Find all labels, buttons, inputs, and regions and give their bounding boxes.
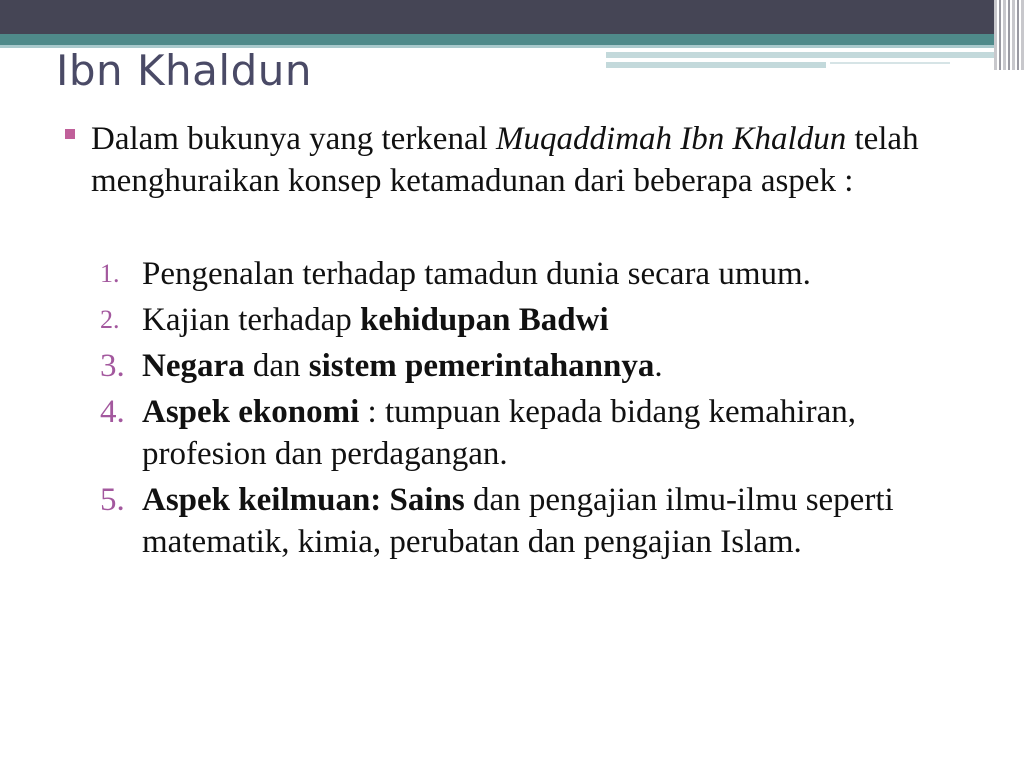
item-text: dan pengajian ilmu-ilmu seperti matematik, kimia, perubatan dan pengajian Islam. [142,482,894,560]
intro-text-before: Dalam bukunya yang terkenal [91,121,497,157]
list-item [100,391,980,475]
list-item [100,479,980,563]
item-bold-text: kehidupan Badwi [360,302,609,338]
slide-title: Ibn Khaldun [56,46,312,95]
corner-stripes [994,0,1024,70]
header-accent-band [0,34,1000,45]
list-item [100,299,980,341]
list-item [100,253,980,295]
item-number: 1. [100,259,120,288]
decor-line-1 [606,52,1000,58]
item-bold-text-2: sistem pemerintahannya [308,348,655,384]
item-bold-text: Negara [142,348,245,384]
intro-text-after: telah menghuraikan konsep ketamadunan dari beberapa aspek : [91,121,919,199]
item-number: 5. [100,482,125,518]
intro-paragraph [91,118,971,202]
item-number: 3. [100,348,125,384]
item-bold-text: Aspek keilmuan: Sains [142,482,465,518]
item-number: 4. [100,394,125,430]
aspect-list [100,253,980,567]
item-text-end: . [654,348,663,384]
decor-line-3 [830,62,950,64]
decor-line-2 [606,62,826,68]
square-bullet-icon [65,129,75,139]
book-title: Muqaddimah Ibn Khaldun [496,121,847,157]
item-text: : tumpuan kepada bidang kemahiran, profesion dan perdagangan. [142,394,856,472]
header-bar [0,0,1024,34]
item-bold-text: Aspek ekonomi [142,394,360,430]
item-text: Pengenalan terhadap tamadun dunia secara umum. [142,256,811,292]
item-number: 2. [100,305,120,334]
item-text: dan [244,348,309,384]
item-text: Kajian terhadap [142,302,361,338]
list-item [100,345,980,387]
